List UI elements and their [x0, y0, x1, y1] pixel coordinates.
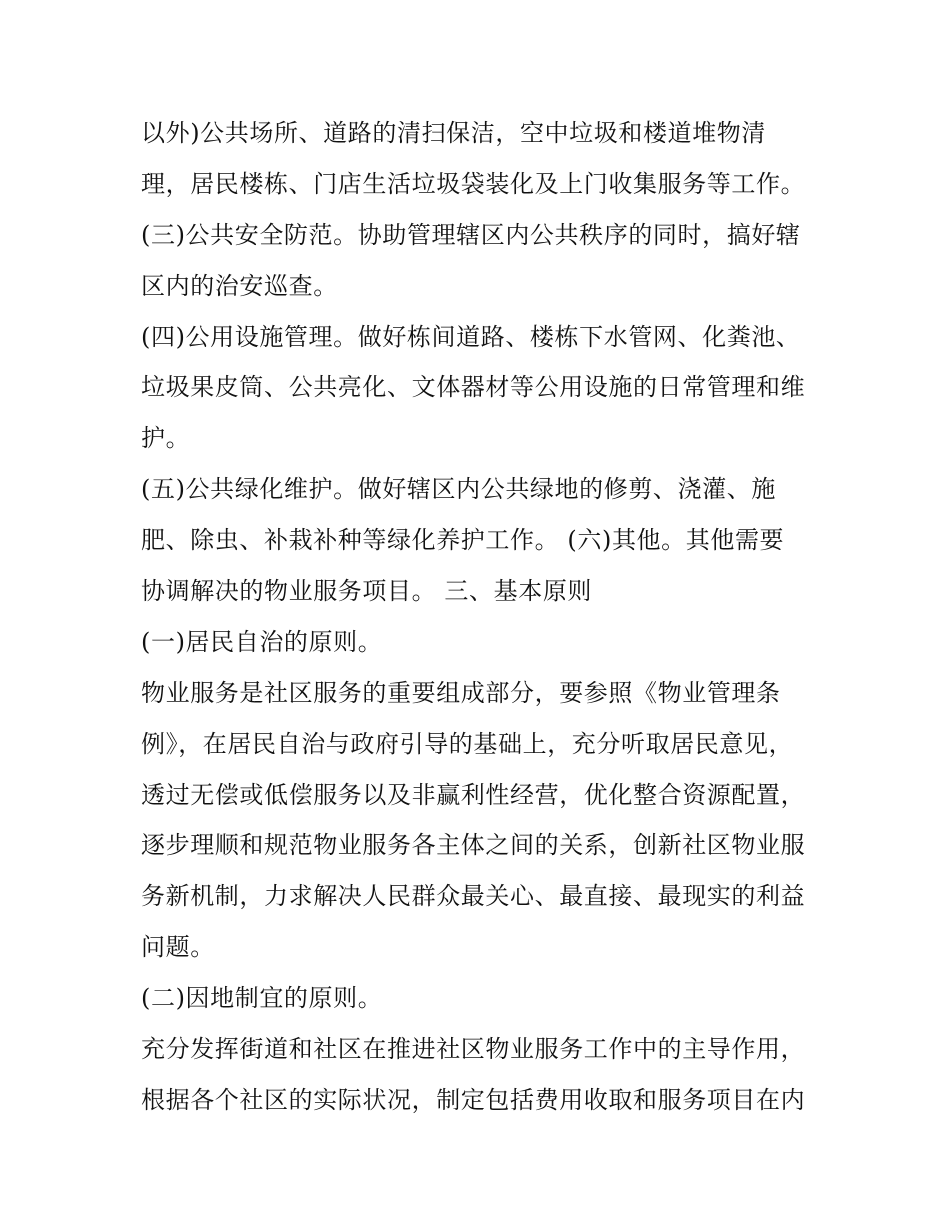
text-line: 肥、除虫、补栽补种等绿化养护工作。 (六)其他。其他需要: [141, 526, 785, 555]
text-line: (二)因地制宜的原则。: [141, 984, 383, 1013]
text-line: 协调解决的物业服务项目。 三、基本原则: [141, 577, 593, 606]
text-line: 根据各个社区的实际状况，制定包括费用收取和服务项目在内: [141, 1085, 806, 1114]
text-line: 问题。: [141, 933, 215, 962]
text-line: (三)公共安全防范。协助管理辖区内公共秩序的同时，搞好辖: [141, 220, 801, 249]
text-line: (五)公共绿化维护。做好辖区内公共绿地的修剪、浇灌、施: [141, 475, 776, 504]
text-line: (一)居民自治的原则。: [141, 627, 383, 656]
text-line: 物业服务是社区服务的重要组成部分，要参照《物业管理条: [141, 678, 781, 707]
text-line: 充分发挥街道和社区在推进社区物业服务工作中的主导作用，: [141, 1035, 806, 1064]
text-line: 区内的治安巡查。: [141, 271, 338, 300]
text-line: 理，居民楼栋、门店生活垃圾袋装化及上门收集服务等工作。: [141, 169, 806, 198]
text-line: 逐步理顺和规范物业服务各主体之间的关系，创新社区物业服: [141, 831, 806, 860]
text-line: 例》，在居民自治与政府引导的基础上，充分听取居民意见，: [141, 729, 794, 758]
text-line: 以外)公共场所、道路的清扫保洁，空中垃圾和楼道堆物清: [141, 119, 766, 147]
text-line: 护。: [141, 424, 191, 453]
text-line: 垃圾果皮筒、公共亮化、文体器材等公用设施的日常管理和维: [141, 373, 806, 402]
text-line: 透过无偿或低偿服务以及非赢利性经营，优化整合资源配置，: [141, 780, 806, 809]
text-line: (四)公用设施管理。做好栋间道路、楼栋下水管网、化粪池、: [141, 322, 801, 351]
body-text: [141, 108, 841, 1126]
text-line: 务新机制，力求解决人民群众最关心、最直接、最现实的利益: [141, 882, 806, 911]
